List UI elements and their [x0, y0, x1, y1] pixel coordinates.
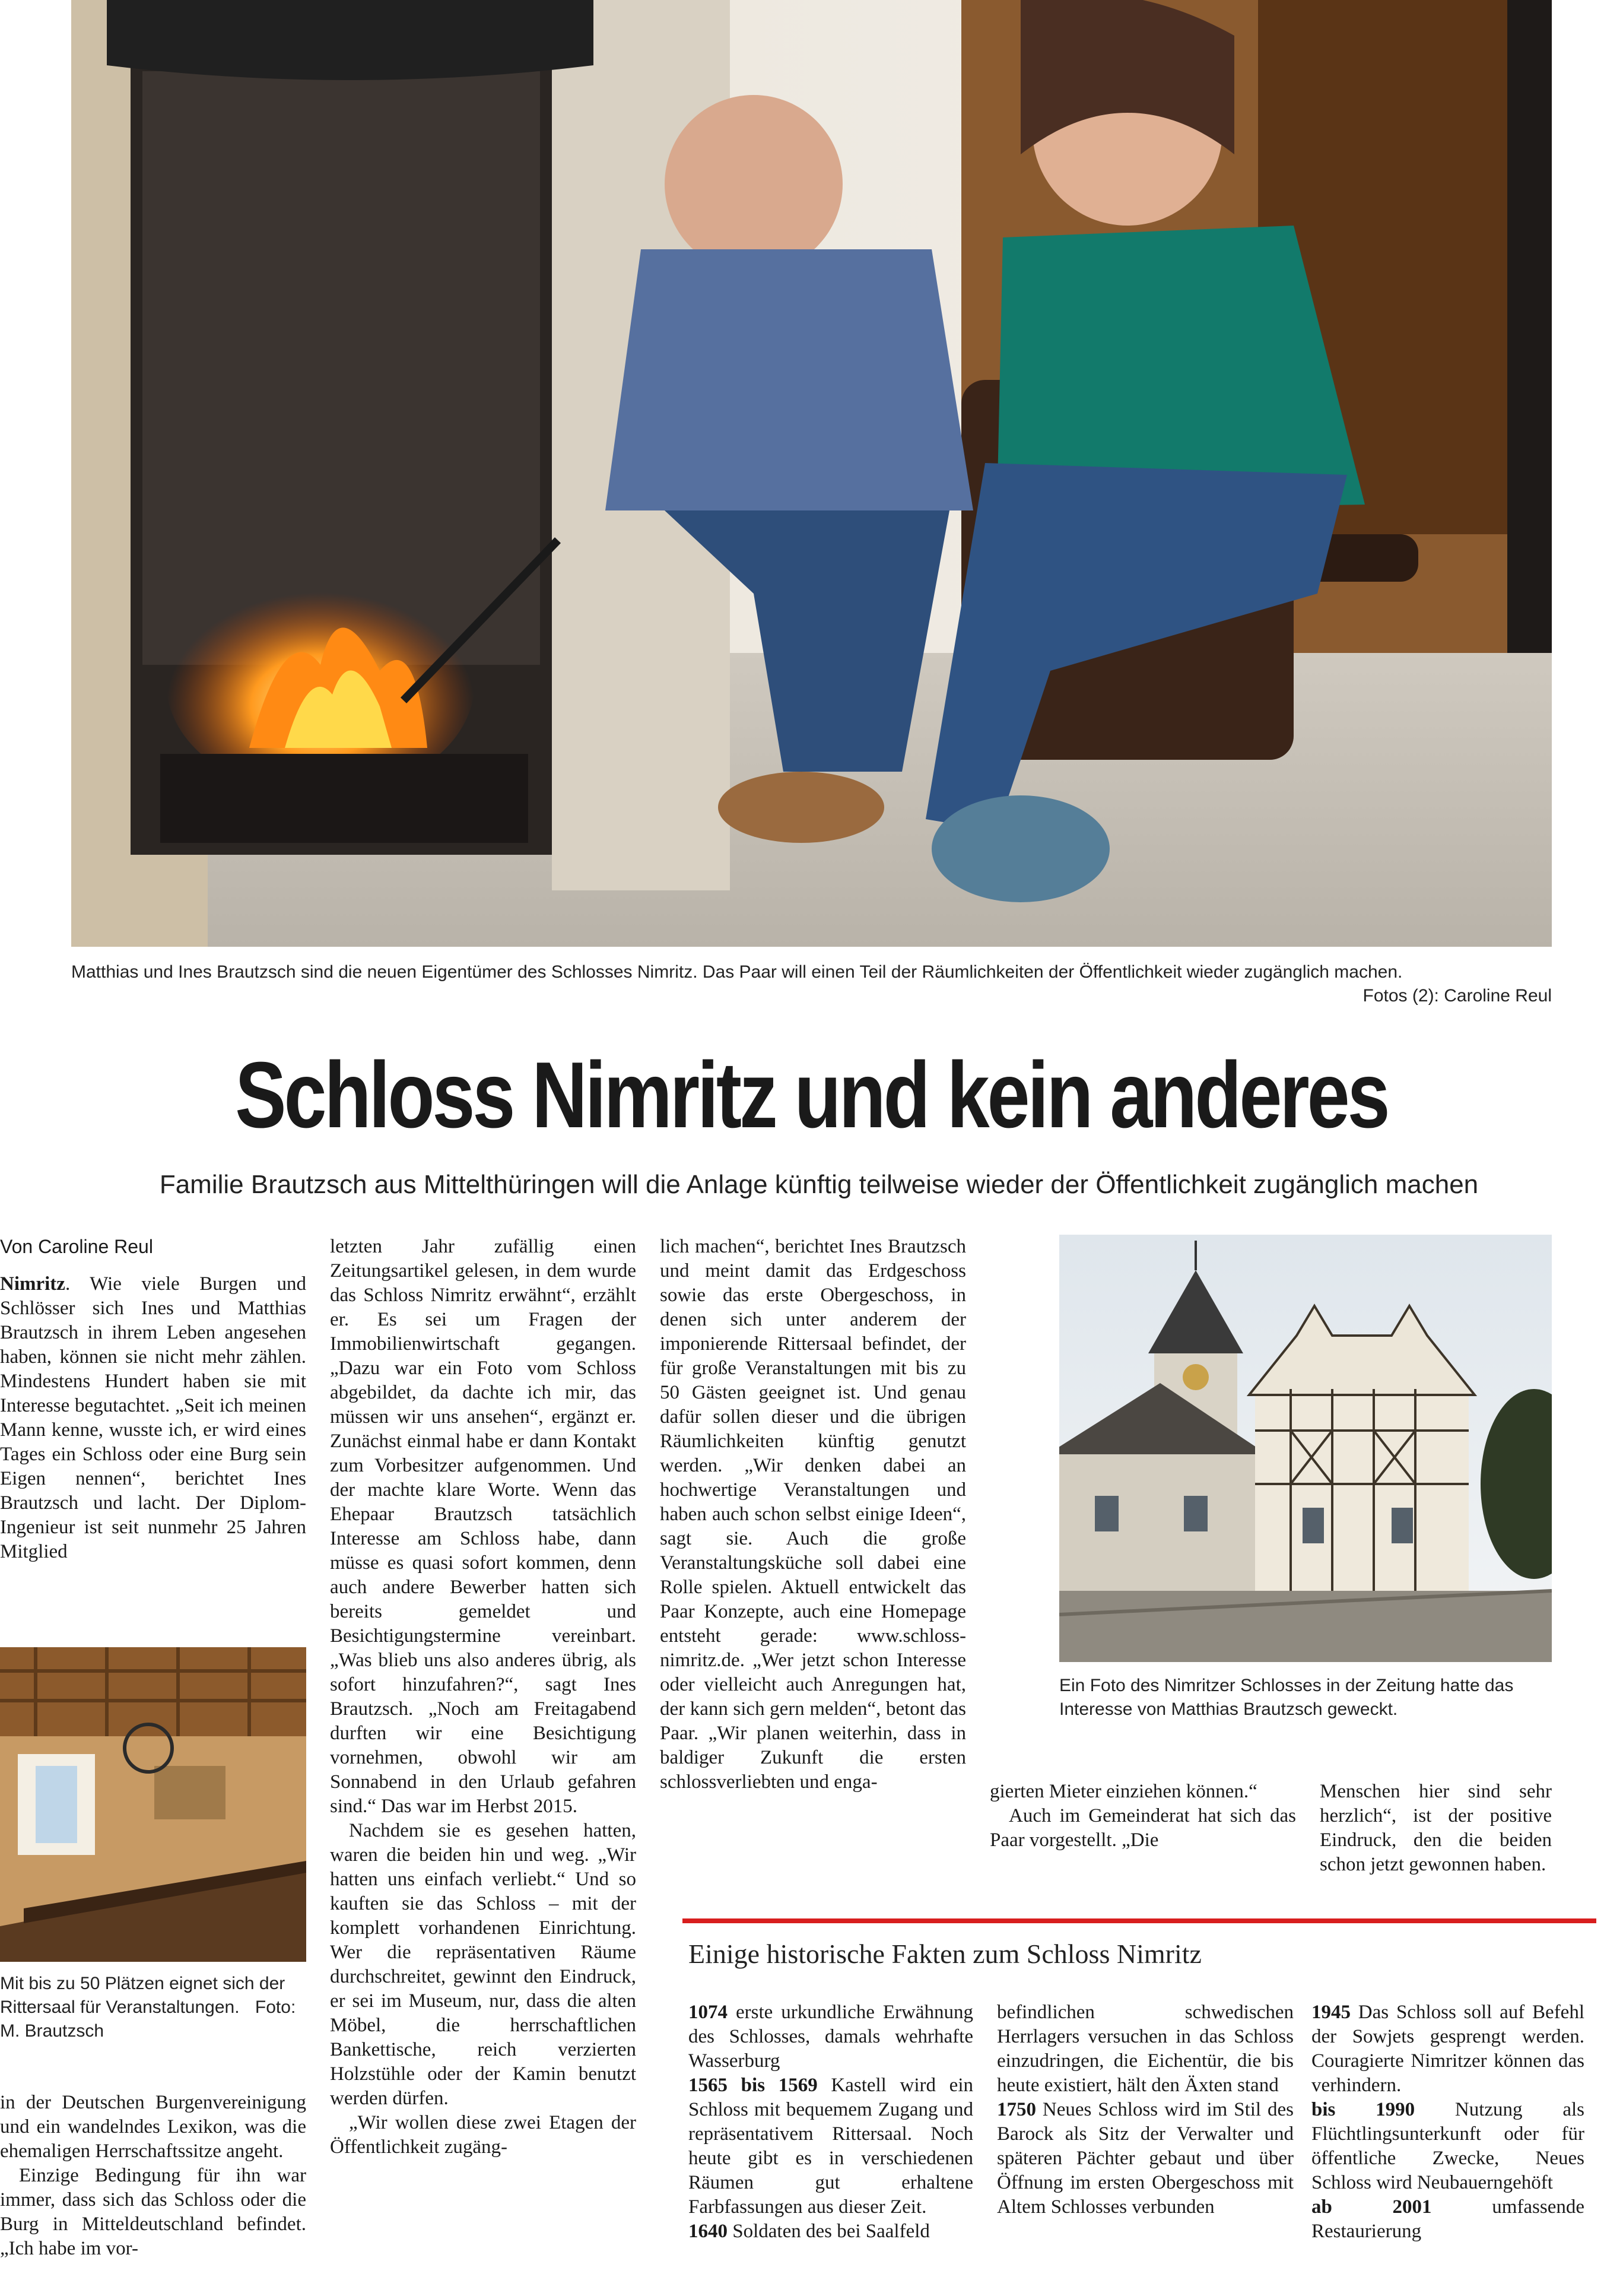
col5-p1: Menschen hier sind sehr herzlich“, ist der positive Eindruck, den die beiden schon jetzt gewonnen haben. [1320, 1781, 1552, 1875]
col1-cont1: in der Deutschen Burgenvereinigung und ein wandelndes Lexikon, was die ehemaligen Herrschaftssitze angeht. [0, 2092, 306, 2162]
fact-year: 1074 [688, 2002, 728, 2023]
top-photo-caption-text: Matthias und Ines Brautzsch sind die neuen Eigentümer des Schlosses Nimritz. Das Paar will einen Teil der Räumlichkeiten der Öffentlichkeit wieder zugänglich machen. [71, 962, 1403, 982]
fact-text: Nutzung als Flüchtlingsunterkunft oder für öffentliche Zwecke, Neues Schloss wird Neubauerngehöft [1311, 2099, 1584, 2193]
fact-year: 1750 [997, 2099, 1036, 2120]
fact-year: 1565 bis 1569 [688, 2075, 818, 2096]
fact-item [688, 2219, 973, 2244]
subheadline [36, 1168, 1602, 1201]
castle-photo-caption-text: Ein Foto des Nimritzer Schlosses in der Zeitung hatte das Interesse von Matthias Brautzsch geweckt. [1059, 1676, 1514, 1719]
facts-box-rule [682, 1918, 1596, 1923]
facts-col-2 [997, 2000, 1294, 2219]
fact-text: Das Schloss soll auf Befehl der Sowjets gesprengt werden. Couragierte Nimritzer können das verhindern. [1311, 2002, 1584, 2096]
hall-photo [0, 1647, 306, 1962]
subheadline-text: Familie Brautzsch aus Mittelthüringen will die Anlage künftig teilweise wieder der Öffentlichkeit zugänglich machen [159, 1170, 1479, 1199]
col1-intro [0, 1272, 306, 1564]
col2-p1: letzten Jahr zufällig einen Zeitungsartikel gelesen, in dem wurde das Schloss Nimritz erwähnt“, erzählt er. Es sei um Fragen der Immobilienwirtschaft gegangen. „Dazu war ein Foto vom Schloss abgebildet, da dachte ich mir, das müssen wir uns ansehen“, ergänzt er. Zunächst einmal habe er dann Kontakt zum Vorbesitzer aufgenommen. Und der machte klare Worte. Wenn das Ehepaar Brautzsch tatsächlich Interesse am Schloss habe, dann müsse es quasi sofort kommen, denn auch andere Bewerber hatten sich bereits gemeldet und Besichtigungstermine vereinbart. „Was blieb uns also anderes übrig, als sofort hinzufahren?“, sagt Ines Brautzsch. „Noch am Freitagabend durften wir eine Besichtigung vornehmen, obwohl wir am Sonnabend in den Urlaub gefahren sind.“ Das war im Herbst 2015. [330, 1236, 636, 1817]
byline: Von Caroline Reul [0, 1236, 153, 1257]
hall-photo-caption-text: Mit bis zu 50 Plätzen eignet sich der Rittersaal für Veranstaltungen. [0, 1974, 285, 2017]
fact-item [1311, 2000, 1584, 2098]
column-1-continued [0, 2091, 306, 2261]
facts-box-title [688, 1936, 1578, 1972]
fact-text: befindlichen schwedischen Herrlagers versuchen in das Schloss einzudringen, die Eichentür, die bis heute existiert, hält den Äxten stand [997, 2002, 1294, 2096]
fact-item [1311, 2098, 1584, 2195]
fact-text: umfassende Restaurierung [1311, 2196, 1584, 2242]
col4-p1: gierten Mieter einziehen können.“ [990, 1781, 1257, 1802]
castle-photo-caption [1059, 1674, 1552, 1721]
col1-cont2: Einzige Bedingung für ihn war immer, dass sich das Schloss oder die Burg in Mitteldeutschland befindet. „Ich habe im vor- [0, 2165, 306, 2259]
column-1 [0, 1235, 306, 1564]
headline [71, 1042, 1552, 1149]
top-photo-credit: Fotos (2): Caroline Reul [1362, 986, 1552, 1006]
col4-p2: Auch im Gemeinderat hat sich das Paar vorgestellt. „Die [990, 1805, 1296, 1851]
facts-col-3 [1311, 2000, 1584, 2244]
fact-year: 1945 [1311, 2002, 1351, 2023]
top-photo [71, 0, 1552, 947]
facts-box-title-text: Einige historische Fakten zum Schloss Nimritz [688, 1939, 1202, 1969]
hall-photo-caption [0, 1972, 306, 2043]
col2-p2: Nachdem sie es gesehen hatten, waren die beiden hin und weg. „Wir hatten uns einfach verliebt.“ Und so kauften sie das Schloss – mit der komplett vorhandenen Einrichtung. Wer die repräsentativen Räume durchschreitet, gewinnt den Eindruck, er sei im Museum, nur, dass die alten Möbel, die herrschaftlichen Bankettische, reich verzierten Holzstühle oder der Kamin benutzt werden dürfen. [330, 1820, 636, 2109]
facts-col-1 [688, 2000, 973, 2244]
hall-photo-credit: Foto: M. Brautzsch [0, 1997, 296, 2041]
col1-intro-text: . Wie viele Burgen und Schlösser sich Ines und Matthias Brautzsch in ihrem Leben angesehen haben, können sie nicht mehr zählen. Mindestens Hundert haben sie mit Interesse begutachtet. „Seit ich meinen Mann kenne, wusste ich, er wird eines Tages ein Schloss oder eine Burg sein Eigen nennen“, berichtet Ines Brautzsch und lacht. Der Diplom-Ingenieur ist seit nunmehr 25 Jahren Mitglied [0, 1273, 306, 1562]
headline-text: Schloss Nimritz und kein anderes [235, 1043, 1388, 1147]
col2-p3: „Wir wollen diese zwei Etagen der Öffentlichkeit zugäng- [330, 2112, 636, 2158]
fact-year: ab 2001 [1311, 2196, 1432, 2218]
fact-text: Neues Schloss wird im Stil des Barock als Sitz der Verwalter und späteren Pächter gebaut und über Öffnung im ersten Obergeschoss mit Altem Schlosses verbunden [997, 2099, 1294, 2218]
column-4 [990, 1780, 1296, 1853]
knights-hall-photo [0, 1647, 306, 1962]
top-photo-caption [71, 960, 1552, 1008]
fact-item [688, 2073, 973, 2219]
column-2 [330, 1235, 636, 2159]
fact-item [997, 2000, 1294, 2098]
fact-year: bis 1990 [1311, 2099, 1415, 2120]
fact-text: erste urkundliche Erwähnung des Schlosses, damals wehrhafte Wasserburg [688, 2002, 973, 2072]
col3-p1: lich machen“, berichtet Ines Brautzsch und meint damit das Erdgeschoss sowie das erste Obergeschoss, in denen sich unter anderem der imponierende Rittersaal befindet, der für große Veranstaltungen mit bis zu 50 Gästen geeignet ist. Und genau dafür sollen dieser und die übrigen Räumlichkeiten künftig genutzt werden. „Wir denken dabei an hochwertige Veranstaltungen und haben auch schon selbst einige Ideen“, sagt sie. Auch die große Veranstaltungsküche soll dabei eine Rolle spielen. Aktuell entwickelt das Paar Konzepte, auch eine Homepage entsteht gerade: www.schloss-nimritz.de. „Wer jetzt schon Interesse oder vielleicht auch Anregungen hat, der kann sich gern melden“, betont das Paar. „Wir planen weiterhin, dass in baldiger Zukunft die ersten schlossverliebten und enga- [660, 1236, 966, 1793]
fact-year: 1640 [688, 2221, 728, 2242]
couple-fireplace-photo [71, 0, 1552, 947]
castle-photo [1059, 1235, 1552, 1662]
dateline: Nimritz [0, 1273, 65, 1295]
fact-text: Soldaten des bei Saalfeld [728, 2221, 930, 2242]
column-3 [660, 1235, 966, 1794]
fact-text: Kastell wird ein Schloss mit bequemem Zugang und repräsentativem Rittersaal. Noch heute gibt es in verschiedenen Räumen gut erhaltene Farbfassungen aus dieser Zeit. [688, 2075, 973, 2218]
column-5 [1320, 1780, 1552, 1877]
nimritz-castle-photo [1059, 1235, 1552, 1662]
fact-item [1311, 2195, 1584, 2244]
fact-item [688, 2000, 973, 2073]
fact-item [997, 2098, 1294, 2219]
